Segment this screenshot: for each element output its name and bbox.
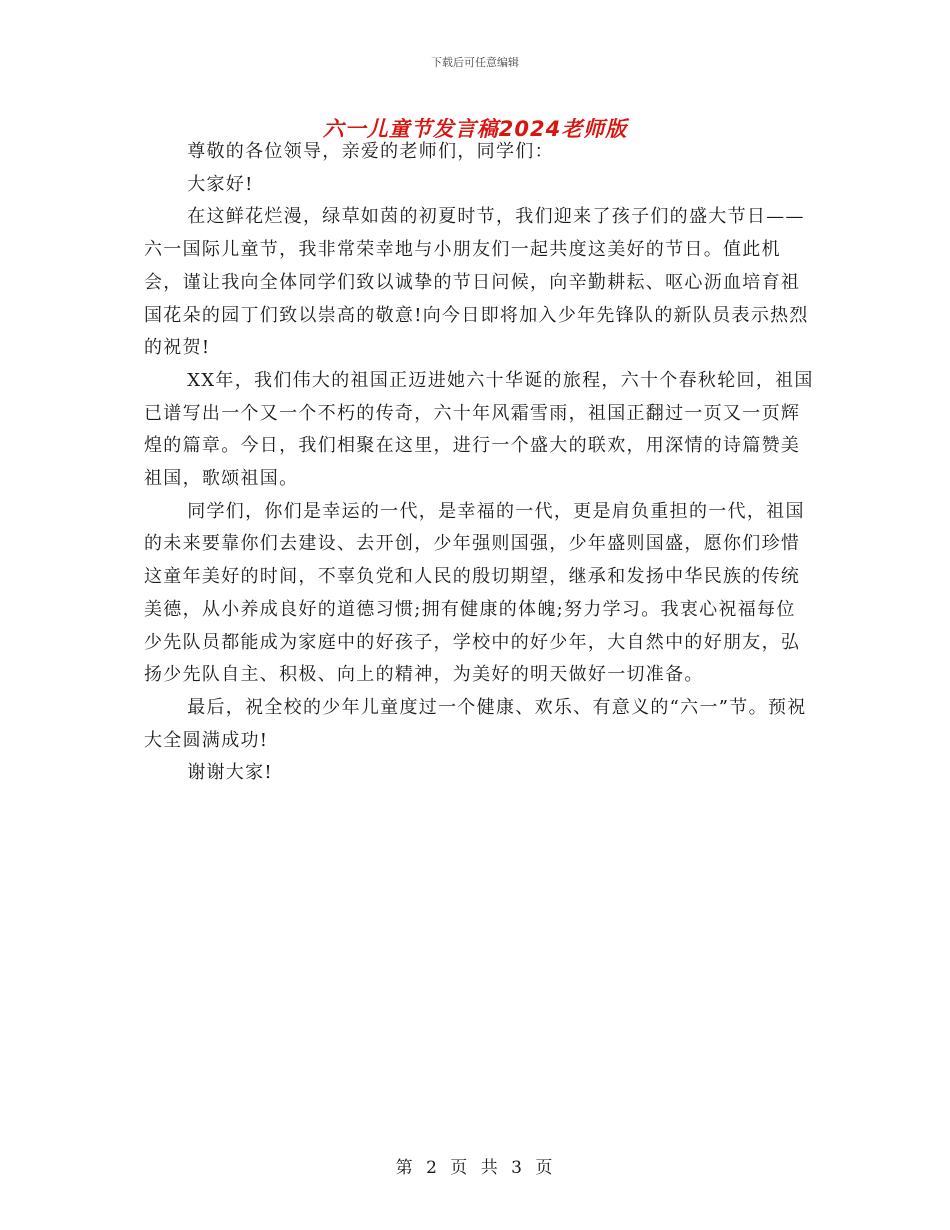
thanks-paragraph: 谢谢大家! [187, 762, 273, 784]
greeting-paragraph: 大家好! [187, 173, 254, 195]
salutation-paragraph: 尊敬的各位领导，亲爱的老师们，同学们： [187, 141, 554, 162]
closing-paragraph: 最后，祝全校的少年儿童度过一个健康、欢乐、有意义的“六一”节。预祝大全圆满成功! [144, 696, 807, 751]
header-note: 下载后可任意编辑 [431, 56, 519, 69]
page-number: 第 2 页 共 3 页 [395, 1158, 555, 1178]
body-paragraph: 同学们，你们是幸运的一代，是幸福的一代，更是肩负重担的一代，祖国的未来要靠你们去建设、去开创，少年强则国强，少年盛则国盛，愿你们珍惜这童年美好的时间，不辜负党和人民的殷切期望，继承和发扬中华民族的传统美德，从小养成良好的道德习惯;拥有健康的体魄;努力学习。我衷心祝福每位少先队员都能成为家庭中的好孩子，学校中的好少年，大自然中的好朋友，弘扬少先队自主、积极、向上的精神，为美好的明天做好一切准备。 [144, 500, 805, 686]
document-body [144, 136, 814, 790]
document-title: 六一儿童节发言稿2024老师版 [322, 117, 628, 141]
body-paragraph: 在这鲜花烂漫，绿草如茵的初夏时节，我们迎来了孩子们的盛大节日——六一国际儿童节，我非常荣幸地与小朋友们一起共度这美好的节日。值此机会，谨让我向全体同学们致以诚挚的节日问候，向辛勤耕耘、呕心沥血培育祖国花朵的园丁们致以崇高的敬意!向今日即将加入少年先锋队的新队员表示热烈的祝贺! [144, 206, 809, 359]
body-paragraph: XX年，我们伟大的祖国正迈进她六十华诞的旅程，六十个春秋轮回，祖国已谱写出一个又一个不朽的传奇，六十年风霜雪雨，祖国正翻过一页又一页辉煌的篇章。今日，我们相聚在这里，进行一个盛大的联欢，用深情的诗篇赞美祖国，歌颂祖国。 [144, 369, 814, 490]
